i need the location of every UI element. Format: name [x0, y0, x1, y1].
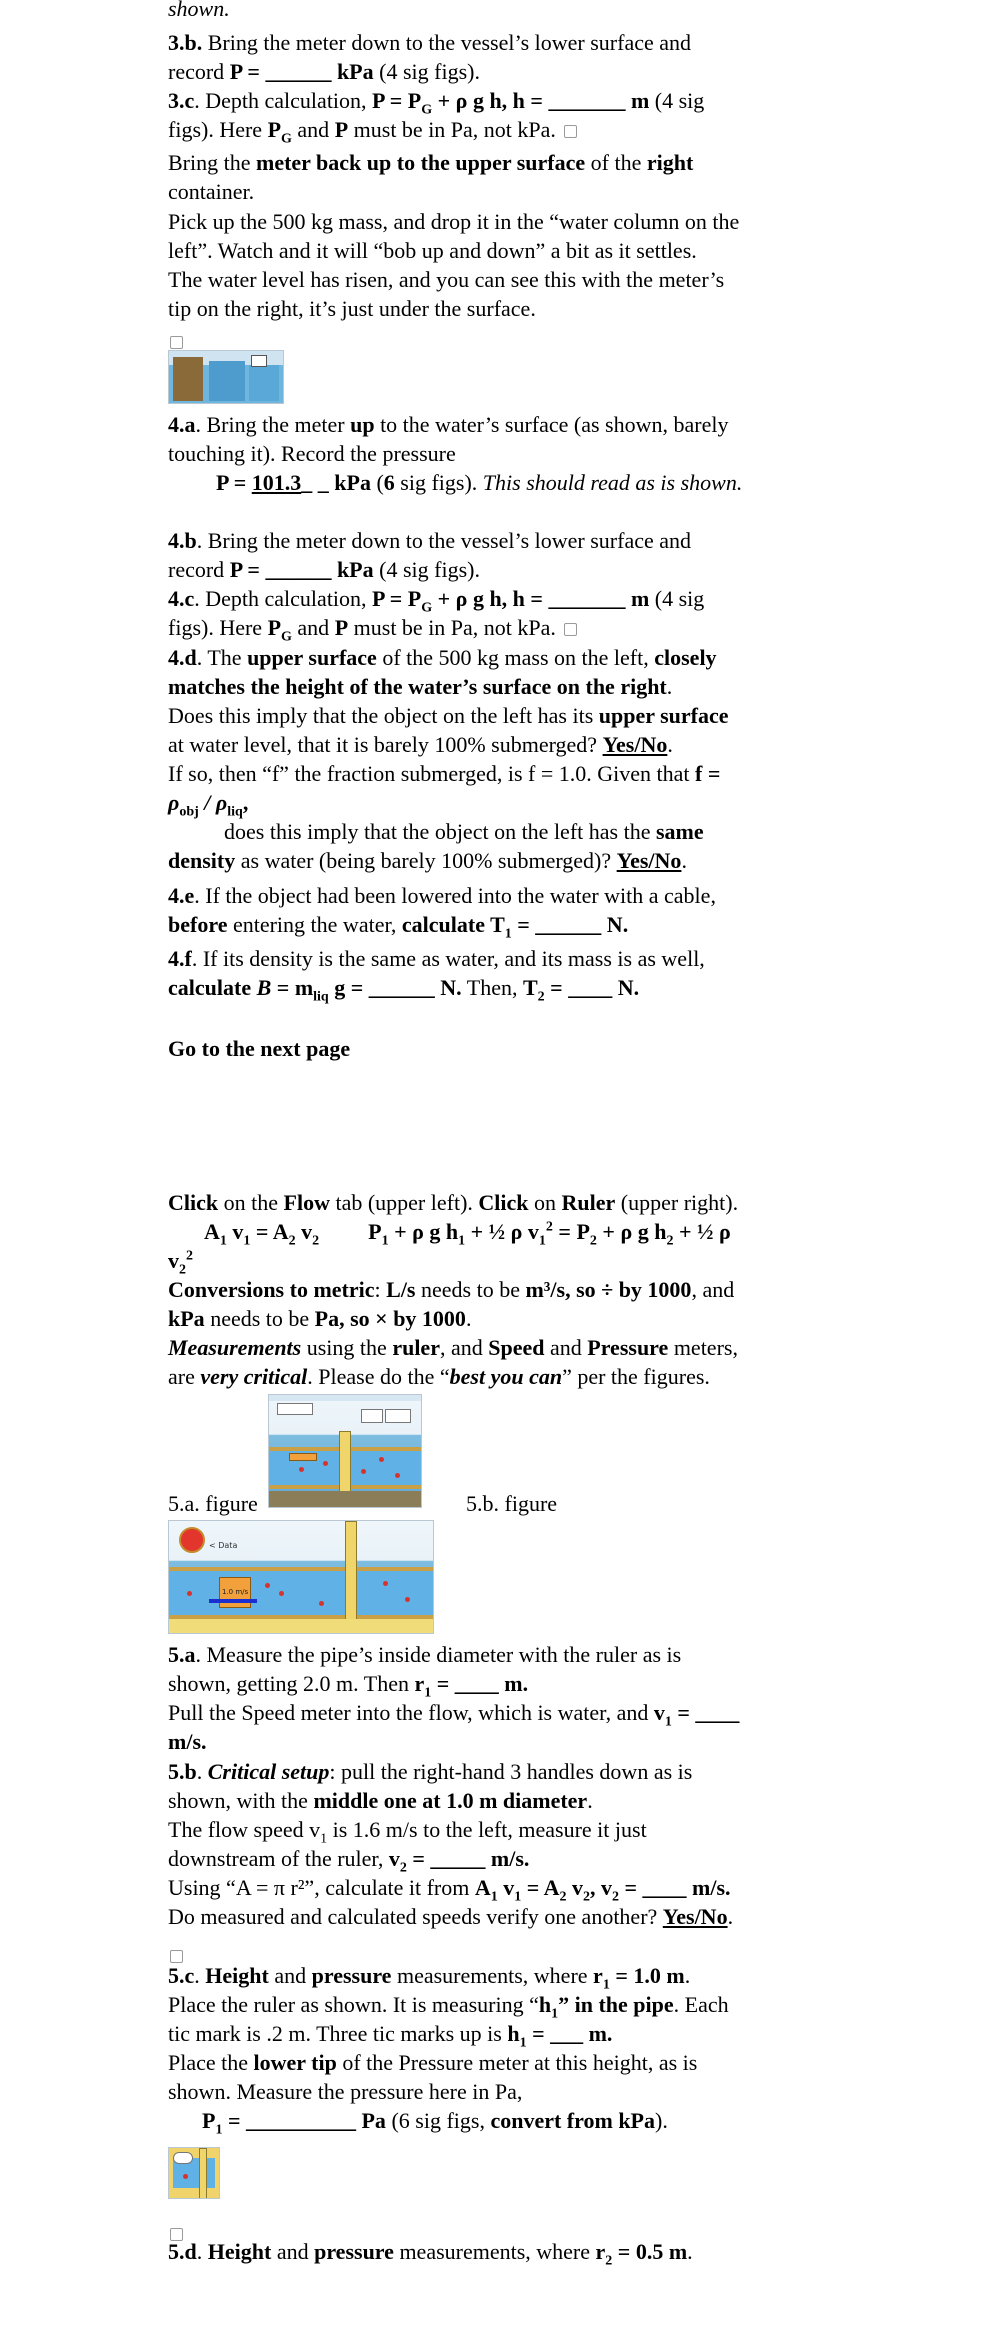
checkbox-icon[interactable] — [564, 623, 577, 636]
question-4a: 4.a. Bring the meter up to the water’s surface (as shown, barely touching it). Record the pressure P = 101.3_ _ kPa (6 sig figs). This should read as is shown. — [168, 412, 743, 495]
line-shown: shown. — [168, 0, 230, 21]
figure-5b-image — [168, 1520, 434, 1634]
next-page-note: Go to the next page — [168, 1036, 351, 1061]
data-label: < Data — [209, 1541, 238, 1550]
instruction-meter-up: Bring the meter back up to the upper surface of the right container. — [168, 150, 694, 204]
figure-captions: 5.a. figure 5.b. figure — [168, 1491, 558, 1516]
checkbox-icon[interactable] — [564, 125, 577, 138]
checkbox-icon[interactable] — [170, 336, 183, 349]
instruction-drop-mass: Pick up the 500 kg mass, and drop it in the “water column on the left”. Watch and it will “bob up and down” a bit as it settles. The water level has risen, and you can see this with the meter’s tip on the right, it’s just under the surface. — [168, 209, 740, 321]
question-4f: 4.f. If its density is the same as water, and its mass is as well, calculate $B = m_{liq}$ g = ______ N. Then, $T_2$ = ____ N. — [168, 946, 705, 1005]
container-simulation-image — [168, 350, 284, 404]
question-3b: 3.b. Bring the meter down to the vessel’s lower surface and record P = ______ kPa (4 sig figs). — [168, 30, 691, 84]
question-4d: 4.d. The upper surface of the 500 kg mass on the left, closely matches the height of the water’s surface on the right. Does this imply that the object on the left has its upper surface at water level, that it is barely 100% submerged? Yes/No. If so, then “f” the fraction submerged, is f = 1.0. Given that f = $\rho_{obj} / \rho_{liq}$, does this imply that the object on the left has the same density as water (being barely 100% submerged)? Yes/No. — [168, 645, 729, 873]
question-4c: 4.c. Depth calculation, $P = P_G + \rho$ g h, h = _______ m (4 sig figs). Here $P_G$ and P must be in Pa, not kPa. — [168, 586, 705, 645]
flow-instructions: Click on the Flow tab (upper left). Click on Ruler (upper right). $A_1$ $v_1 = A_2$ $v_2$ $P_1 + \rho$ g $h_1$ + ½ ρ $v_1^2 = P_2 + \rho$ g $h_2$ + ½ ρ $v_2^2$ Conversions to metric: L/s needs to be m³/s, so ÷ by 1000, and kPa needs to be Pa, so × by 1000. Measurements using the ruler, and Speed and Pressure meters, are very critical. Please do the “best you can” per the figures. — [168, 1188, 818, 1391]
question-5c: 5.c. Height and pressure measurements, where $r_1 = 1.0$ m. Place the ruler as shown. It is measuring “$h_1$” in the pipe. Each tic mark is .2 m. Three tic marks up is $h_1$ = ___ m. Place the lower tip of the Pressure meter at this height, as is shown. Measure the pressure here in Pa, $P_1$ = __________ Pa (6 sig figs, convert from kPa). — [168, 1963, 729, 2138]
continuity-bernoulli-equations: $A_1$ $v_1 = A_2$ $v_2$ $P_1 + \rho$ g $h_1$ + ½ ρ $v_1^2 = P_2 + \rho$ g $h_2$ + ½ ρ — [204, 1219, 731, 1249]
checkbox-row — [168, 324, 818, 353]
question-3c: 3.c. Depth calculation, $P = P_G + \rho$ g h, h = _______ m (4 sig figs). Here $P_G$ and P must be in Pa, not kPa. — [168, 88, 705, 147]
figure-5c-image — [168, 2147, 220, 2199]
question-5a: 5.a. Measure the pipe’s inside diameter with the ruler as is shown, getting 2.0 m. Then $r_1$ = ____ m. Pull the Speed meter into the flow, which is water, and $v_1$ = ____ m/s. — [168, 1642, 740, 1754]
speed-meter-readout[interactable]: 1.0 m/s — [219, 1577, 251, 1608]
question-4e: 4.e. If the object had been lowered into the water with a cable, before entering the water, calculate $T_1$ = ______ N. — [168, 883, 716, 942]
question-4b: 4.b. Bring the meter down to the vessel’s lower surface and record P = ______ kPa (4 sig figs). — [168, 528, 691, 582]
question-5b: 5.b. Critical setup: pull the right-hand 3 handles down as is shown, with the middle one at 1.0 m diameter. The flow speed $v_1$ is 1.6 m/s to the left, measure it just downstream of the ruler, $v_2$ = _____ m/s. Using “A = π r²”, calculate it from $A_1$ $v_1 = A_2$ $v_2$, $v_2$ = ____ m/s. Do measured and calculated speeds verify one another? Yes/No. — [168, 1759, 734, 1929]
question-5d: 5.d. Height and pressure measurements, where $r_2 = 0.5$ m. — [168, 2239, 693, 2269]
